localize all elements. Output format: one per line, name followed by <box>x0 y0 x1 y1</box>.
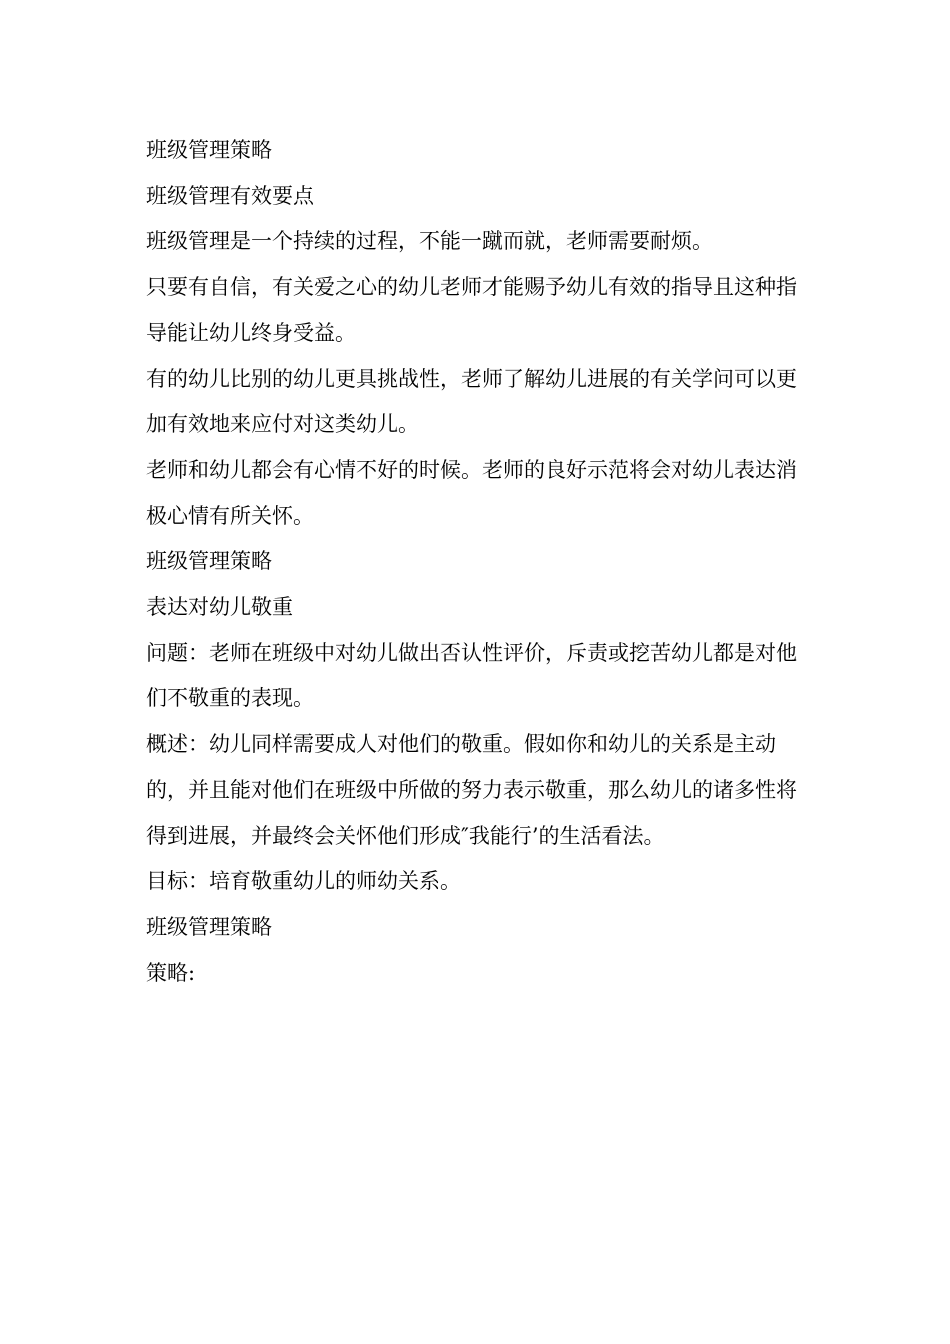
paragraph-goal: 目标：培育敬重幼儿的师幼关系。 <box>146 869 461 894</box>
heading-class-management-strategy: 班级管理策略 <box>146 138 272 162</box>
heading-show-respect: 表达对幼儿敬重 <box>146 595 293 620</box>
paragraph: 老师和幼儿都会有心情不好的时候。老师的良好示范将会对幼儿表达消极心情有所关怀。 <box>146 457 797 528</box>
heading-effective-points: 班级管理有效要点 <box>146 183 314 208</box>
heading-class-management-strategy: 班级管理策略 <box>146 914 272 939</box>
document-body <box>146 128 810 996</box>
paragraph: 有的幼儿比别的幼儿更具挑战性，老师了解幼儿进展的有关学问可以更加有效地来应付对这类幼儿。 <box>146 366 797 437</box>
paragraph-strategy-label: 策略: <box>146 960 196 985</box>
paragraph: 只要有自信，有关爱之心的幼儿老师才能赐予幼儿有效的指导且这种指导能让幼儿终身受益。 <box>146 275 797 345</box>
paragraph-overview: 概述：幼儿同样需要成人对他们的敬重。假如你和幼儿的关系是主动的，并且能对他们在班级中所做的努力表示敬重，那么幼儿的诸多性将得到进展，并最终会关怀他们形成″我能行’的生活看法。 <box>146 732 797 848</box>
paragraph: 班级管理是一个持续的过程，不能一蹴而就，老师需要耐烦。 <box>146 229 713 254</box>
paragraph-problem: 问题：老师在班级中对幼儿做出否认性评价，斥责或挖苦幼儿都是对他们不敬重的表现。 <box>146 640 797 711</box>
heading-class-management-strategy: 班级管理策略 <box>146 549 272 574</box>
